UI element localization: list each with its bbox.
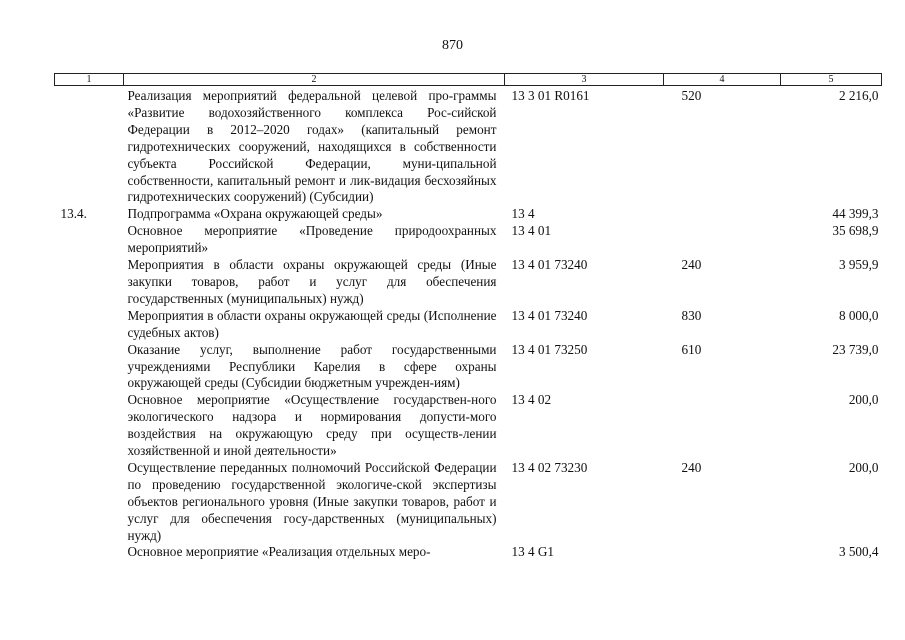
- row-name: Мероприятия в области охраны окружающей среды (Иные закупки товаров, работ и услуг для обеспечения государственных (муниципальных) нужд): [127, 257, 497, 306]
- budget-table: [54, 73, 882, 561]
- table-row: [55, 460, 882, 545]
- row-expense-type: [664, 392, 781, 460]
- row-name: Реализация мероприятий федеральной целевой про-граммы «Развитие водохозяйственного комплекса Рос-сийской Федерации в 2012–2020 годах» (капитальный ремонт гидротехнических сооружений, находящихся в собственности субъекта Российской Федерации, муни-ципальной собственности, капитальный ремонт и лик-видация бесхозяйных гидротехнических сооружений) (Субсидии): [127, 88, 497, 205]
- row-code: 13 4 02: [511, 392, 552, 408]
- row-name: Мероприятия в области охраны окружающей среды (Исполнение судебных актов): [127, 307, 497, 340]
- row-code: 13 4 01 73250: [511, 341, 588, 357]
- row-name: Осуществление переданных полномочий Российской Федерации по проведению государственной экологиче-ской экспертизы объектов регионального уровня (Иные закупки товаров, работ и услуг для обеспечения госу-дарственных (муниципальных) нужд): [127, 459, 497, 543]
- row-code: 13 4 01 73240: [511, 307, 588, 323]
- table-row: [55, 206, 882, 223]
- row-amount: 8 000,0: [838, 307, 879, 323]
- header-col-5: 5: [781, 74, 882, 86]
- row-number: [55, 223, 124, 257]
- row-number: [55, 86, 124, 207]
- table-row: [55, 86, 882, 207]
- row-code: 13 4 01: [511, 223, 552, 239]
- row-name: Основное мероприятие «Осуществление государствен-ного экологического надзора и нормирования допусти-мого воздействия на окружающую среду при осуществ-лении хозяйственной и иной деятельности»: [127, 392, 497, 459]
- table-row: [55, 257, 882, 308]
- row-code: 13 3 01 R0161: [511, 88, 590, 103]
- header-col-3: 3: [505, 74, 664, 86]
- row-expense-type: [664, 223, 781, 257]
- header-col-1: 1: [55, 74, 124, 86]
- header-col-4: 4: [664, 74, 781, 86]
- table-row: [55, 223, 882, 257]
- row-code: 13 4 02 73230: [511, 459, 588, 475]
- row-amount: 2 216,0: [838, 88, 879, 103]
- row-name: Основное мероприятие «Проведение природоохранных мероприятий»: [127, 223, 497, 256]
- row-number: [55, 544, 124, 561]
- row-code: 13 4 G1: [511, 544, 554, 560]
- header-col-2: 2: [124, 74, 505, 86]
- row-expense-type: [664, 544, 781, 561]
- row-expense-type: [664, 206, 781, 223]
- row-expense-type: 240: [681, 257, 702, 273]
- row-amount: 200,0: [848, 392, 879, 408]
- row-number: [55, 257, 124, 308]
- row-amount: 3 959,9: [838, 257, 879, 273]
- header-row: [55, 74, 882, 86]
- row-expense-type: 240: [681, 459, 702, 475]
- row-expense-type: 830: [681, 307, 702, 323]
- table-row: [55, 392, 882, 460]
- row-amount: 35 698,9: [832, 223, 879, 239]
- row-name: Оказание услуг, выполнение работ государственными учреждениями Республики Карелия в сфере охраны окружающей среды (Субсидии бюджетным учрежден-иям): [127, 341, 497, 391]
- table-row: [55, 544, 882, 561]
- row-name: Основное мероприятие «Реализация отдельных меро-: [127, 544, 431, 560]
- row-expense-type: 520: [681, 88, 702, 103]
- row-code: 13 4 01 73240: [511, 257, 588, 273]
- row-amount: 23 739,0: [832, 341, 879, 357]
- table-row: [55, 308, 882, 342]
- row-amount: 44 399,3: [832, 206, 879, 222]
- row-number: [55, 342, 124, 393]
- row-amount: 200,0: [848, 459, 879, 475]
- row-number: [55, 392, 124, 460]
- table-row: [55, 342, 882, 393]
- page-number: 870: [442, 38, 463, 53]
- row-number: [55, 308, 124, 342]
- row-number: 13.4.: [60, 206, 87, 222]
- row-code: 13 4: [511, 206, 535, 222]
- row-number: [55, 460, 124, 545]
- row-expense-type: 610: [681, 341, 702, 357]
- row-name: Подпрограмма «Охрана окружающей среды»: [127, 206, 383, 222]
- row-amount: 3 500,4: [838, 544, 879, 560]
